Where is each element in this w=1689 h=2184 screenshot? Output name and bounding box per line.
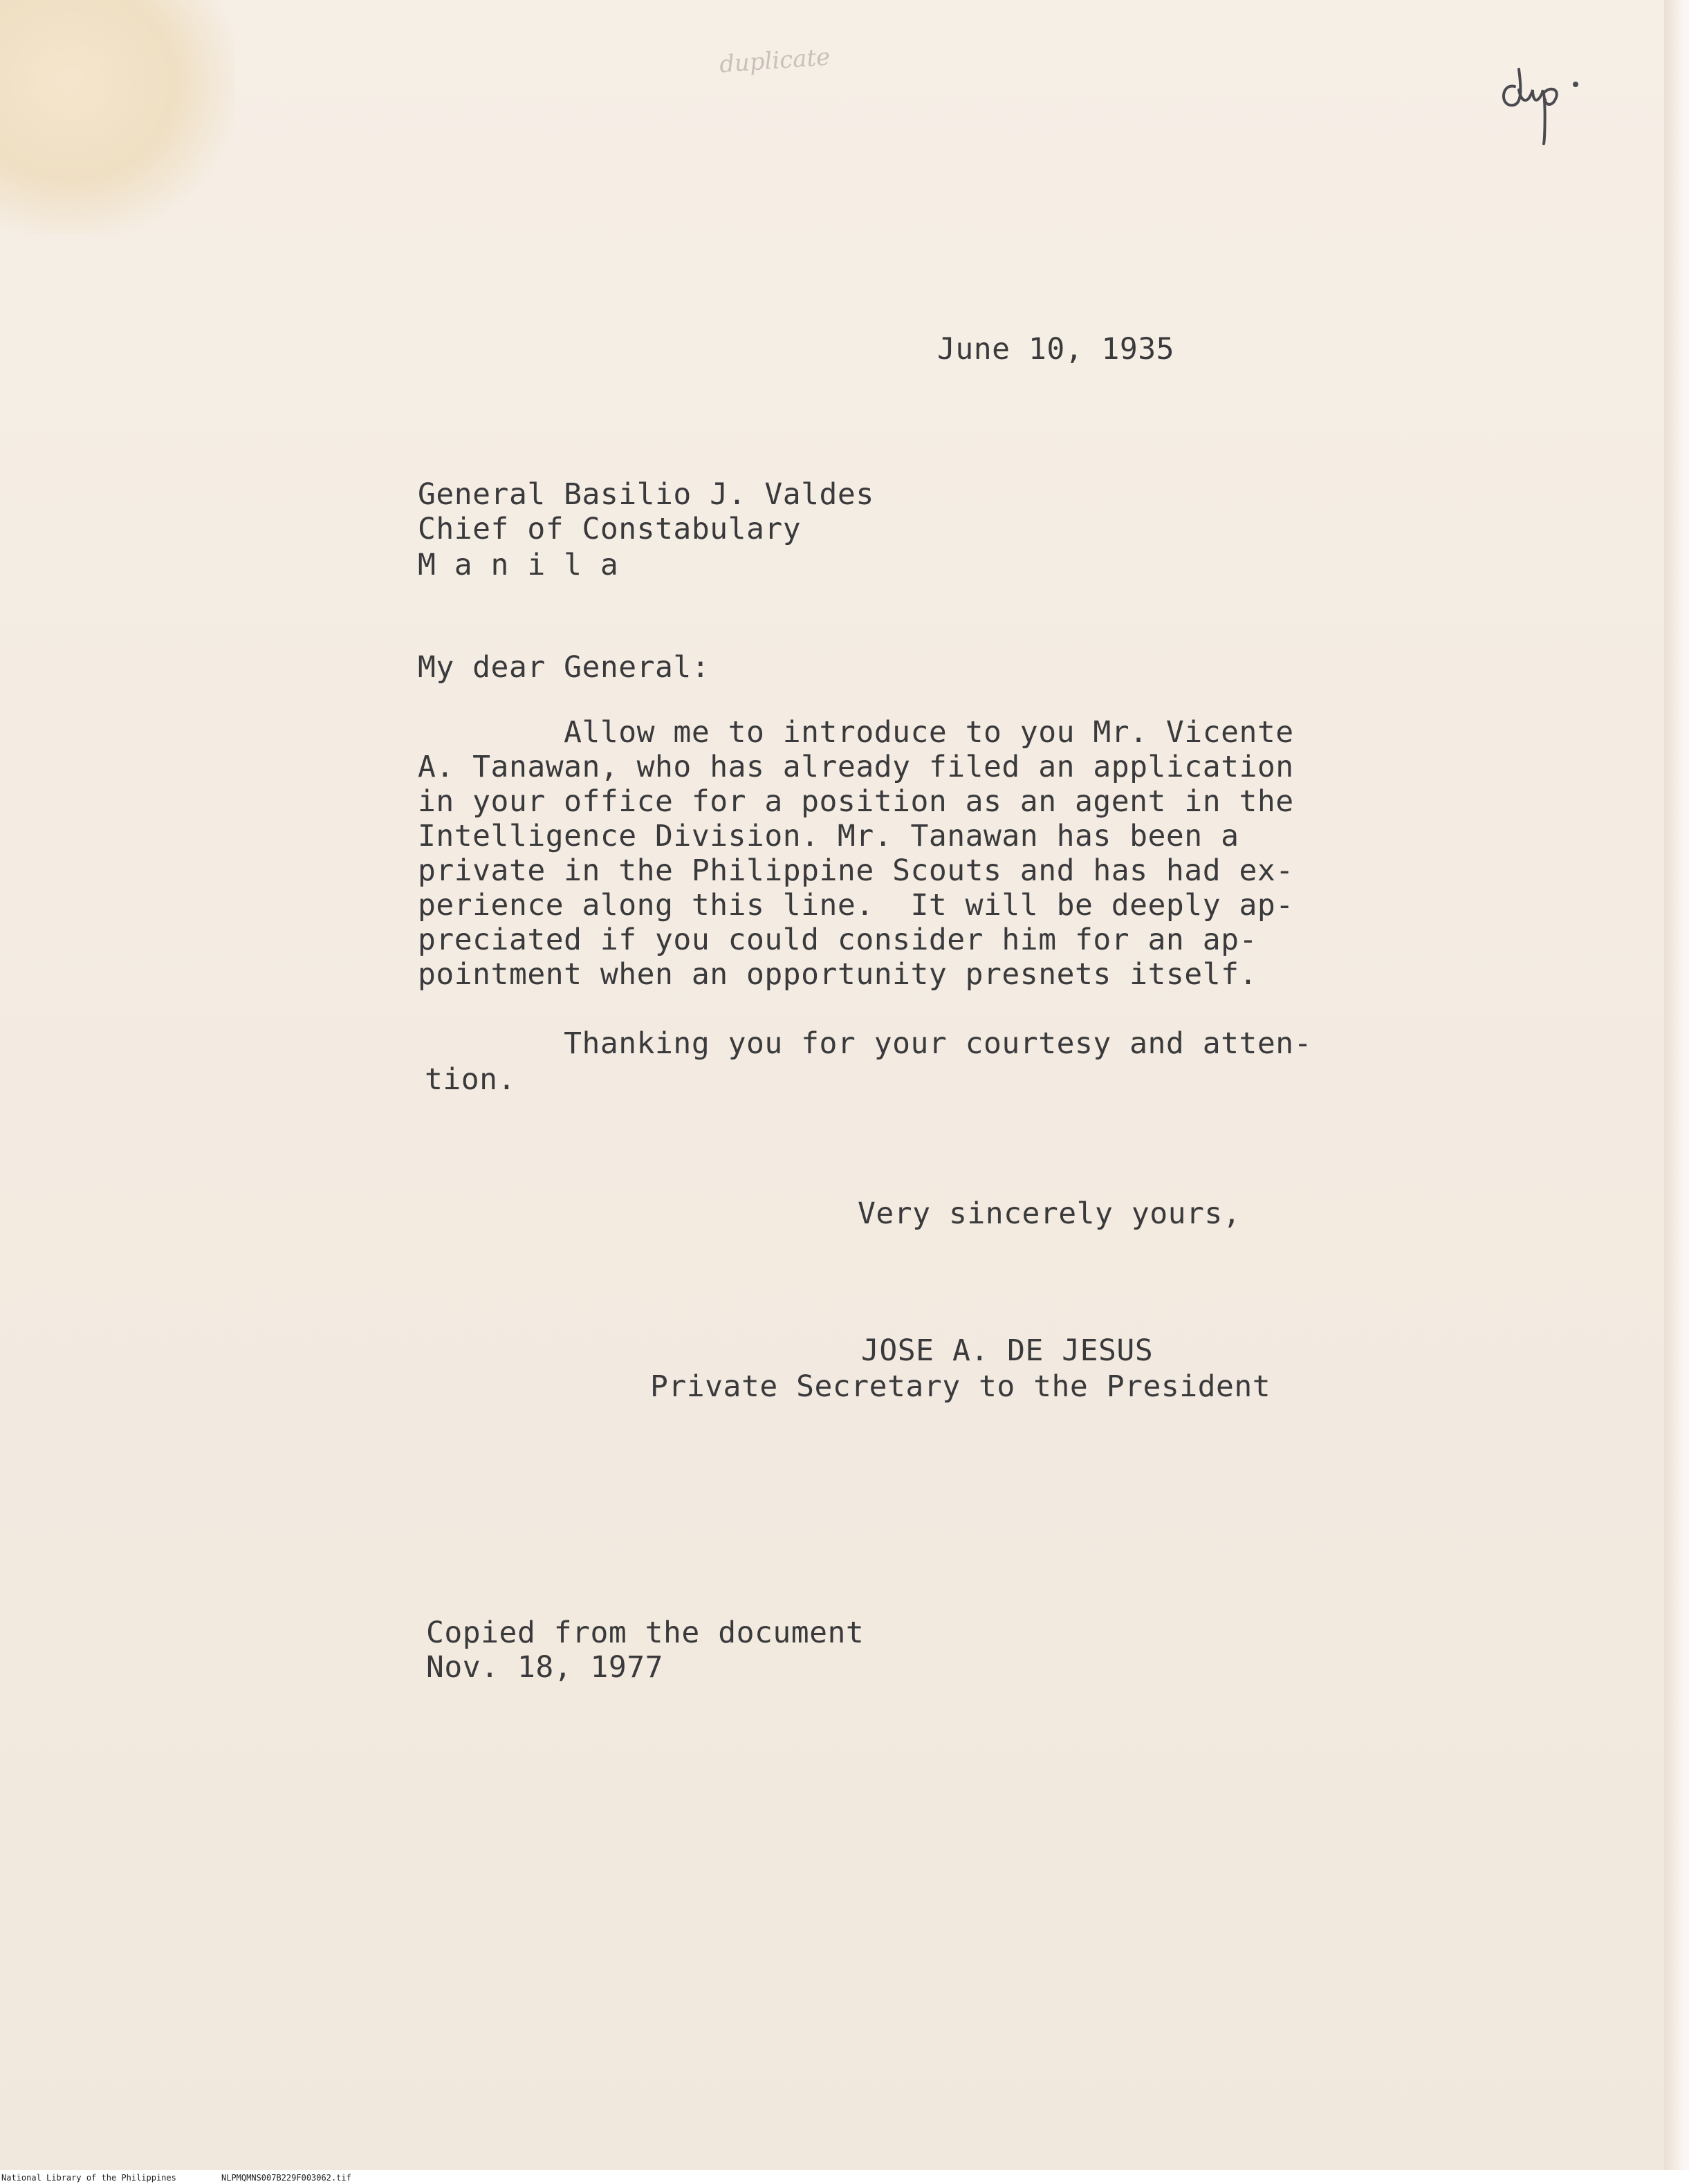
handwritten-dup-mark [1494, 48, 1598, 152]
body-line: Thanking you for your courtesy and atten- [418, 1026, 1313, 1061]
tape-stain [0, 0, 235, 235]
recipient-name: General Basilio J. Valdes [418, 477, 874, 512]
signatory-name: JOSE A. DE JESUS [861, 1333, 1154, 1368]
footer-file-id: NLPMQMNS007B229F003062.tif [221, 2173, 351, 2183]
body-line: pointment when an opportunity presnets itself. [418, 957, 1257, 992]
body-line: preciated if you could consider him for an ap- [418, 923, 1257, 957]
pencil-annotation: duplicate [718, 43, 831, 79]
body-line: perience along this line. It will be deeply ap- [418, 888, 1294, 923]
body-line: Allow me to introduce to you Mr. Vicente [418, 715, 1294, 750]
recipient-city: M a n i l a [418, 548, 619, 582]
copy-note-date: Nov. 18, 1977 [426, 1650, 664, 1685]
salutation: My dear General: [418, 650, 710, 685]
body-line: in your office for a position as an agent in the [418, 784, 1294, 819]
recipient-title: Chief of Constabulary [418, 512, 802, 546]
letter-date: June 10, 1935 [937, 332, 1175, 367]
closing: Very sincerely yours, [858, 1196, 1242, 1231]
body-line: tion. [425, 1062, 516, 1097]
paper-edge [1664, 0, 1689, 2184]
body-line: A. Tanawan, who has already filed an application [418, 750, 1294, 784]
copy-note: Copied from the document [426, 1616, 865, 1650]
body-line: private in the Philippine Scouts and has had ex- [418, 853, 1294, 888]
footer-library: National Library of the Philippines [1, 2173, 176, 2183]
body-line: Intelligence Division. Mr. Tanawan has been a [418, 819, 1239, 853]
signatory-title: Private Secretary to the President [650, 1369, 1271, 1404]
